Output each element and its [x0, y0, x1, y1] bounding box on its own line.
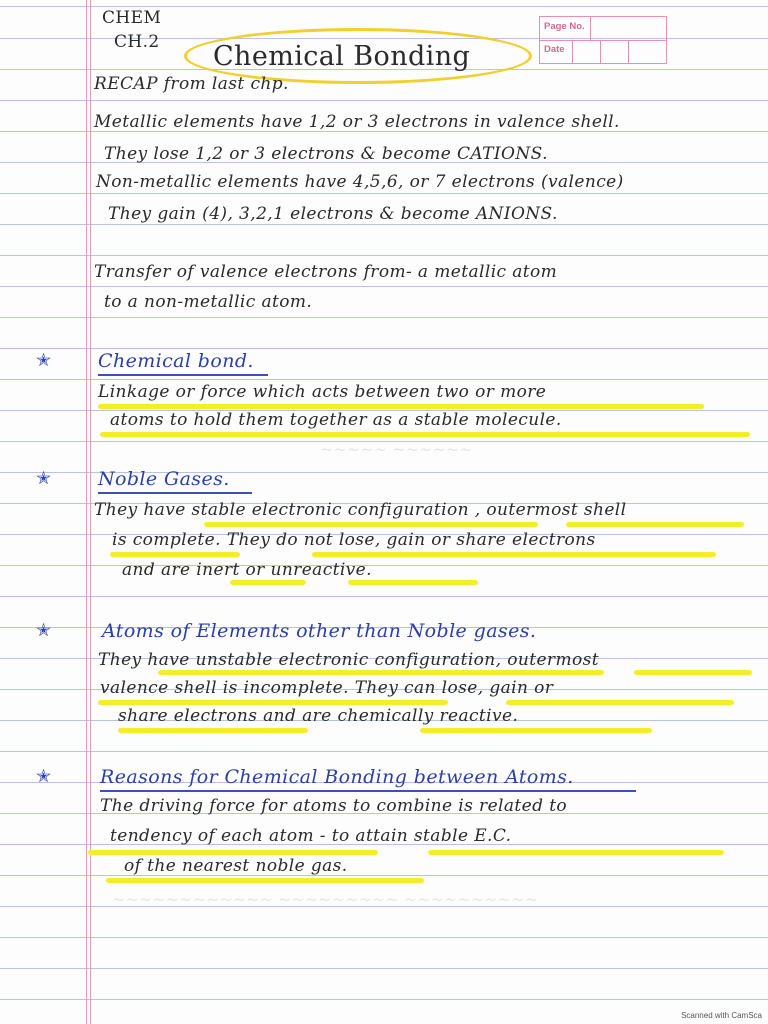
heading-underline	[98, 374, 268, 376]
highlight-stroke	[98, 700, 448, 705]
section-line: of the nearest noble gas.	[124, 856, 348, 876]
date-cell	[628, 40, 629, 63]
section-line: and are inert or unreactive.	[122, 560, 372, 580]
section-line: is complete. They do not lose, gain or share electrons	[112, 530, 596, 550]
highlight-stroke	[158, 670, 604, 675]
section-line: Linkage or force which acts between two or more	[98, 382, 547, 402]
highlight-stroke	[230, 580, 306, 585]
star-icon: ✭	[36, 468, 52, 489]
heading-underline	[100, 790, 636, 792]
transfer-line: Transfer of valence electrons from- a metallic atom	[94, 262, 558, 282]
section-line: The driving force for atoms to combine is related to	[100, 796, 568, 816]
recap-line: They gain (4), 3,2,1 electrons & become ANIONS.	[108, 204, 558, 224]
section-line: valence shell is incomplete. They can lose, gain or	[100, 678, 554, 698]
bleed-through-text: ~~~~~ ~~~~~~	[320, 440, 473, 459]
highlight-stroke	[88, 850, 378, 855]
section-line: share electrons and are chemically reactive.	[118, 706, 519, 726]
recap-line: Metallic elements have 1,2 or 3 electrons in valence shell.	[94, 112, 620, 132]
transfer-line: to a non-metallic atom.	[104, 292, 313, 312]
section-line: They have unstable electronic configuration, outermost	[98, 650, 599, 670]
page-title: Chemical Bonding	[213, 41, 471, 72]
highlight-stroke	[428, 850, 724, 855]
highlight-stroke	[118, 728, 308, 733]
scanner-watermark: Scanned with CamSca	[681, 1011, 762, 1020]
heading-underline	[98, 492, 252, 494]
bleed-through-text: ~~~~~~~~~~~~ ~~~~~~~~~ ~~~~~~~~~~	[112, 890, 538, 909]
date-label: Date	[544, 44, 565, 55]
margin-line	[86, 0, 87, 1024]
page-no-cell	[590, 17, 591, 40]
highlight-stroke	[312, 552, 716, 557]
section-heading: Chemical bond.	[98, 350, 254, 372]
date-cell	[572, 40, 573, 63]
highlight-stroke	[566, 522, 744, 527]
date-row	[540, 40, 666, 63]
highlight-stroke	[348, 580, 478, 585]
margin-line	[90, 0, 91, 1024]
recap-line: Non-metallic elements have 4,5,6, or 7 electrons (valence)	[96, 172, 624, 192]
section-heading: Atoms of Elements other than Noble gases.	[102, 620, 537, 642]
highlight-stroke	[204, 522, 538, 527]
star-icon: ✭	[36, 350, 52, 371]
highlight-stroke	[106, 878, 424, 883]
highlight-stroke	[98, 404, 704, 409]
page-no-row	[540, 17, 666, 41]
section-line: They have stable electronic configuration , outermost shell	[94, 500, 627, 520]
highlight-stroke	[100, 432, 750, 437]
date-cell	[600, 40, 601, 63]
section-line: atoms to hold them together as a stable molecule.	[110, 410, 562, 430]
highlight-stroke	[420, 728, 652, 733]
page-date-box	[539, 16, 667, 64]
highlight-stroke	[110, 552, 240, 557]
recap-heading: RECAP from last chp.	[94, 74, 289, 94]
section-line: tendency of each atom - to attain stable E.C.	[110, 826, 512, 846]
subject-label: CHEM	[102, 8, 162, 28]
highlight-stroke	[506, 700, 734, 705]
highlight-stroke	[634, 670, 752, 675]
star-icon: ✭	[36, 620, 52, 641]
chapter-label: CH.2	[114, 32, 160, 52]
star-icon: ✭	[36, 766, 52, 787]
section-heading: Reasons for Chemical Bonding between Atoms.	[100, 766, 574, 788]
recap-line: They lose 1,2 or 3 electrons & become CATIONS.	[104, 144, 548, 164]
section-heading: Noble Gases.	[98, 468, 230, 490]
page-no-label: Page No.	[544, 21, 585, 32]
